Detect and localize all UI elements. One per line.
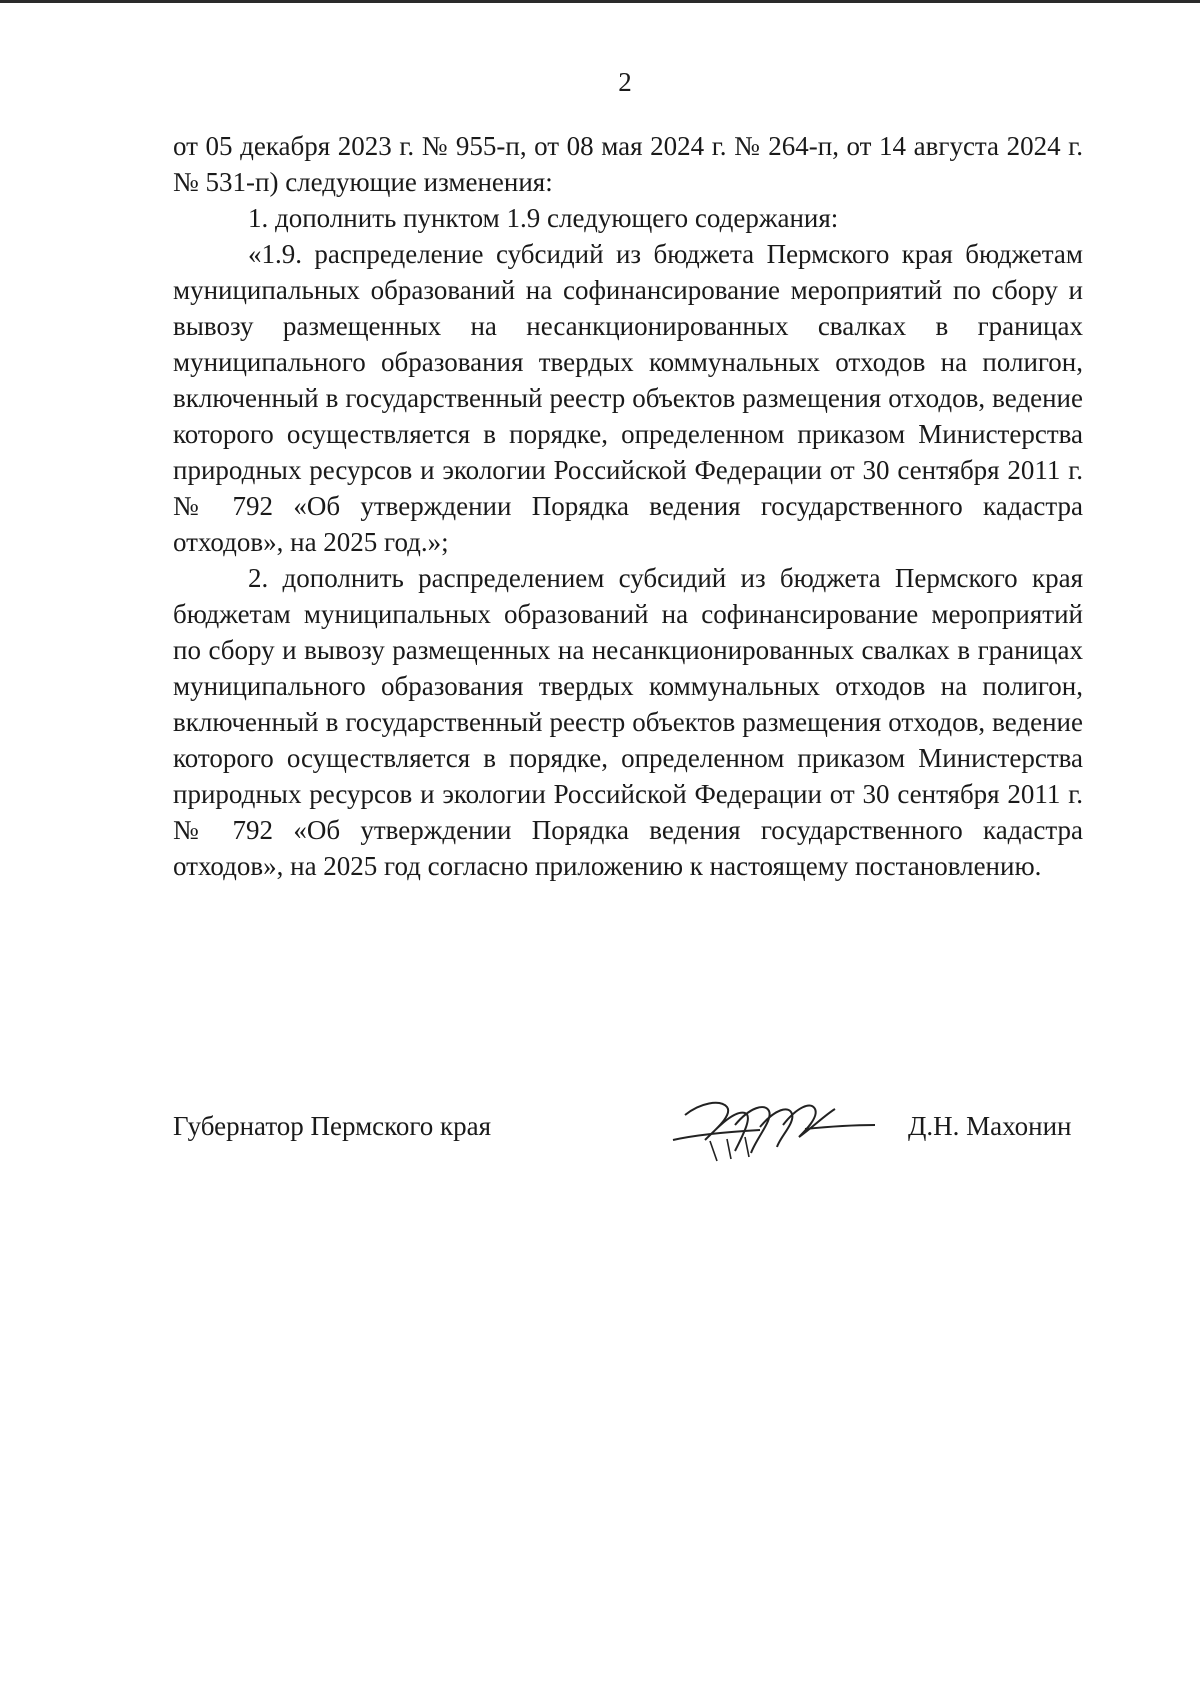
signatory-title: Губернатор Пермского края [173, 1111, 492, 1141]
page-number: 2 [618, 67, 632, 97]
scan-edge [0, 0, 1200, 3]
paragraph-item-1: 1. дополнить пунктом 1.9 следующего содержания: [248, 203, 839, 233]
signatory-name: Д.Н. Махонин [908, 1111, 1072, 1141]
handwritten-signature-icon [665, 1085, 880, 1165]
paragraph-item-2: 2. дополнить распределением субсидий из бюджета Пермского края бюджетам муниципальных образований на софинансирование мероприятий по сбору и вывозу размещенных на несанкционированных свалках в границах муниципального образования твердых коммунальных отходов на полигон, включенный в государственный реестр объектов размещения отходов, ведение которого осуществляется в порядке, определенном приказом Министерства природных ресурсов и экологии Российской Федерации от 30 сентября 2011 г. № 792 «Об утверждении Порядка ведения государственного кадастра отходов», на 2025 год согласно приложению к настоящему постановлению. [173, 563, 1083, 881]
paragraph-item-1-9: «1.9. распределение субсидий из бюджета Пермского края бюджетам муниципальных образований на софинансирование мероприятий по сбору и вывозу размещенных на несанкционированных свалках в границах муниципального образования твердых коммунальных отходов на полигон, включенный в государственный реестр объектов размещения отходов, ведение которого осуществляется в порядке, определенном приказом Министерства природных ресурсов и экологии Российской Федерации от 30 сентября 2011 г. № 792 «Об утверждении Порядка ведения государственного кадастра отходов», на 2025 год.»; [173, 239, 1083, 557]
paragraph-continuation: от 05 декабря 2023 г. № 955-п, от 08 мая 2024 г. № 264-п, от 14 августа 2024 г. № 531-п) следующие изменения: [173, 131, 1083, 197]
document-body [173, 128, 1083, 884]
